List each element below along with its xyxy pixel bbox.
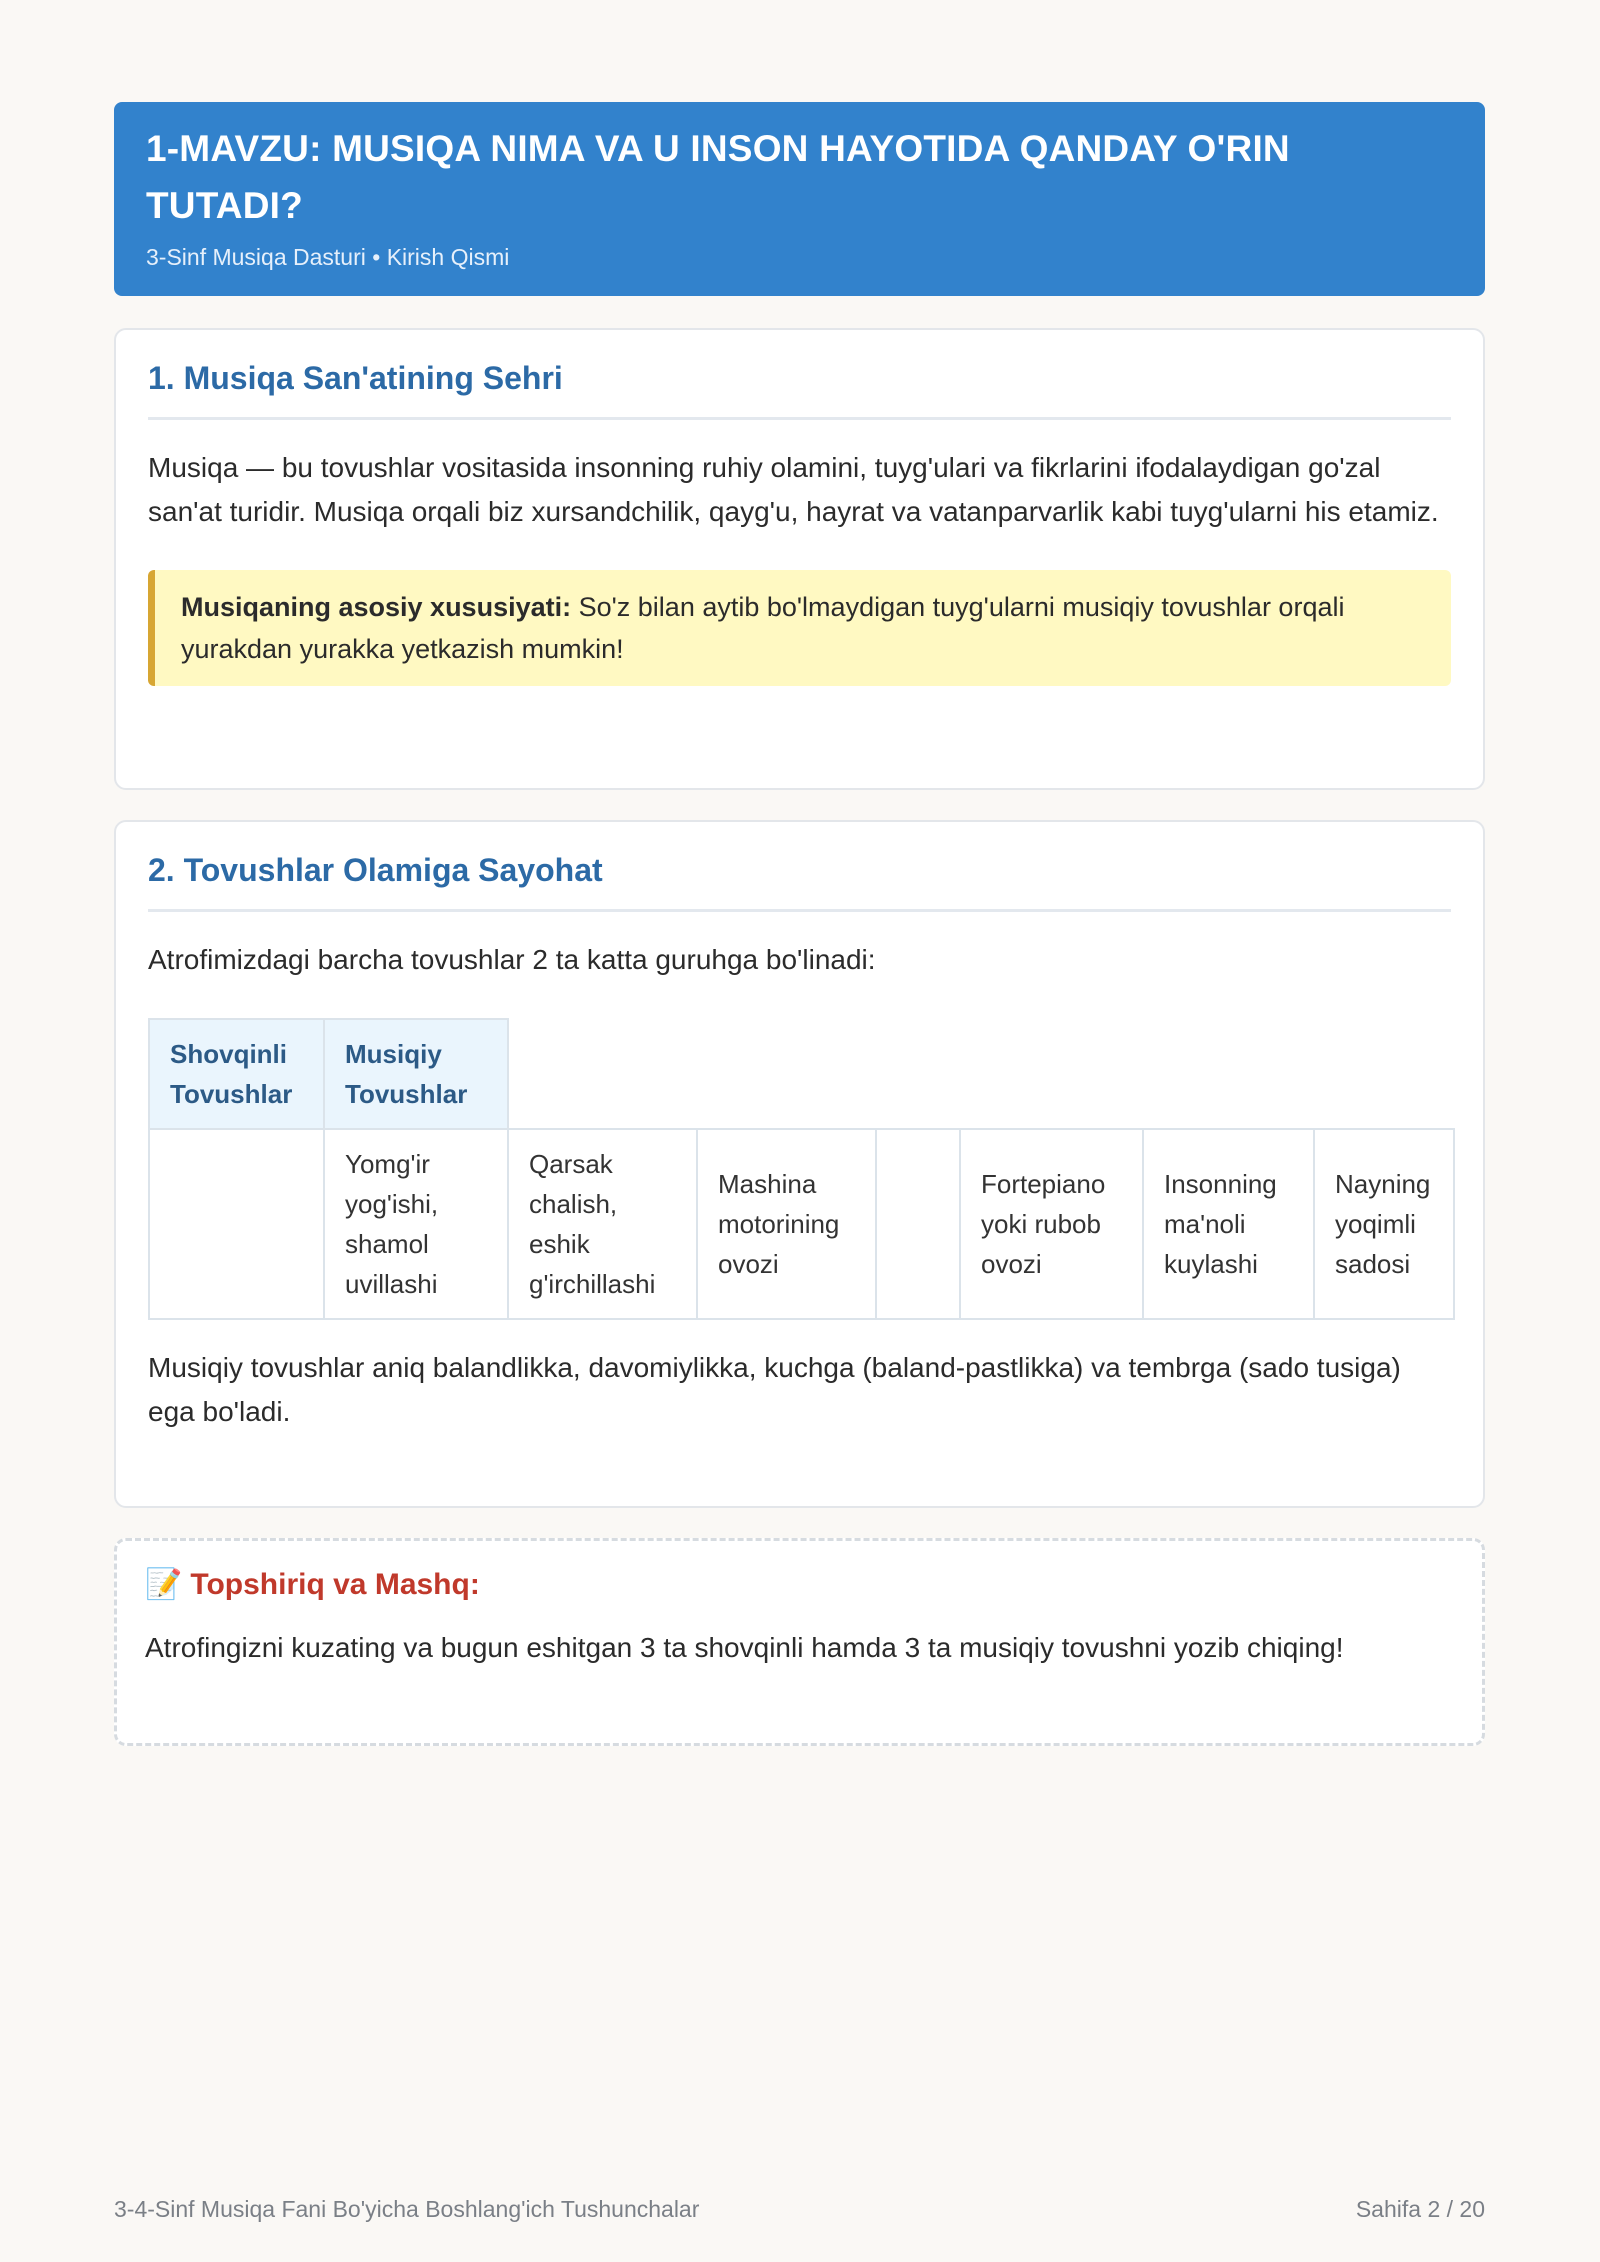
table-cell: Mashina motorining ovozi bbox=[697, 1129, 876, 1319]
table-empty-space bbox=[508, 1019, 1454, 1129]
table-row bbox=[149, 1129, 1454, 1319]
section-heading: 1. Musiqa San'atining Sehri bbox=[148, 330, 1451, 420]
task-title-row bbox=[145, 1567, 1454, 1602]
table-header-cell: Musiqiy Tovushlar bbox=[324, 1019, 508, 1129]
table-cell: Nayning yoqimli sadosi bbox=[1314, 1129, 1454, 1319]
sounds-table bbox=[148, 1018, 1455, 1320]
table-cell: Yomg'ir yog'ishi, shamol uvillashi bbox=[324, 1129, 508, 1319]
section-card-2 bbox=[114, 820, 1485, 1508]
table-cell bbox=[876, 1129, 960, 1319]
task-box bbox=[114, 1538, 1485, 1746]
table-cell: Fortepiano yoki rubob ovozi bbox=[960, 1129, 1143, 1319]
footer-document-title: 3-4-Sinf Musiqa Fani Bo'yicha Boshlang'ich Tushunchalar bbox=[114, 2196, 700, 2222]
table-header-row bbox=[149, 1019, 1454, 1129]
task-text: Atrofingizni kuzating va bugun eshitgan 3 ta shovqinli hamda 3 ta musiqiy tovushni yozib chiqing! bbox=[145, 1632, 1344, 1663]
table-cell: Qarsak chalish, eshik g'irchillashi bbox=[508, 1129, 697, 1319]
page-title: 1-MAVZU: MUSIQA NIMA VA U INSON HAYOTIDA QANDAY O'RIN TUTADI? bbox=[146, 128, 1290, 226]
task-title: Topshiriq va Mashq: bbox=[190, 1567, 480, 1601]
page-subtitle: 3-Sinf Musiqa Dasturi • Kirish Qismi bbox=[146, 244, 510, 270]
section-outro: Musiqiy tovushlar aniq balandlikka, davomiylikka, kuchga (baland-pastlikka) va tembrga (sado tusiga) ega bo'ladi. bbox=[148, 1352, 1401, 1427]
pencil-memo-icon: 📝 bbox=[145, 1568, 183, 1601]
section-intro: Atrofimizdagi barcha tovushlar 2 ta katta guruhga bo'linadi: bbox=[148, 944, 876, 975]
table-cell: Insonning ma'noli kuylashi bbox=[1143, 1129, 1314, 1319]
table-cell bbox=[149, 1129, 324, 1319]
page-header bbox=[114, 102, 1485, 296]
section-paragraph: Musiqa — bu tovushlar vositasida insonning ruhiy olamini, tuyg'ulari va fikrlarini ifodalaydigan go'zal san'at turidir. Musiqa orqali biz xursandchilik, qayg'u, hayrat va vatanparvarlik kabi tuyg'ularni his etamiz. bbox=[148, 452, 1439, 527]
page-footer bbox=[114, 2196, 1485, 2223]
table-header-cell: Shovqinli Tovushlar bbox=[149, 1019, 324, 1129]
section-heading: 2. Tovushlar Olamiga Sayohat bbox=[148, 822, 1451, 912]
section-card-1 bbox=[114, 328, 1485, 790]
highlight-note bbox=[148, 570, 1451, 686]
footer-page-number: Sahifa 2 / 20 bbox=[1355, 2196, 1485, 2222]
note-label: Musiqaning asosiy xususiyati: bbox=[181, 592, 572, 622]
note-text: So'z bilan aytib bo'lmaydigan tuyg'ularni musiqiy tovushlar orqali yurakdan yurakka yetkazish mumkin! bbox=[181, 592, 1345, 664]
